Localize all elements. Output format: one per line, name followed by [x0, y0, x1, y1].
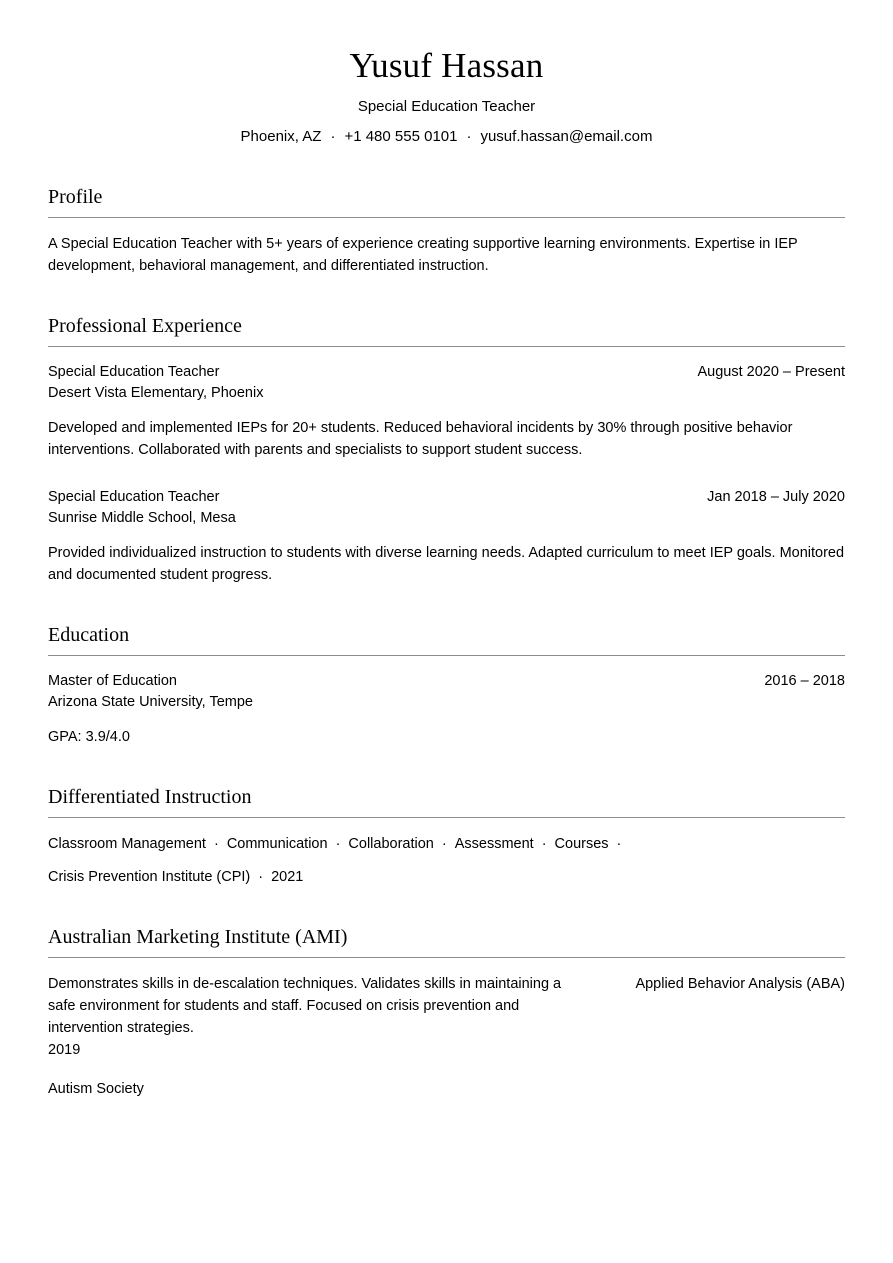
skill-item: Classroom Management	[48, 836, 206, 852]
skill-separator-icon: ·	[258, 869, 264, 885]
section-body-certification	[48, 958, 845, 1100]
experience-date-range: August 2020 – Present	[697, 364, 845, 380]
section-experience	[48, 313, 845, 586]
skill-separator-icon: ·	[335, 836, 341, 852]
skill-separator-icon: ·	[616, 836, 622, 852]
education-degree: Master of Education	[48, 673, 177, 689]
experience-organization: Sunrise Middle School, Mesa	[48, 510, 236, 526]
education-school: Arizona State University, Tempe	[48, 694, 253, 710]
profile-summary-text: A Special Education Teacher with 5+ years of experience creating supportive learning environments. Expertise in IEP development, behavioral management, and differentiated instruction.	[48, 236, 798, 274]
resume-content	[48, 0, 845, 1100]
education-entry-left	[48, 671, 253, 713]
contact-line	[48, 126, 845, 148]
certification-year: 2019	[48, 1042, 81, 1058]
skill-item: Collaboration	[348, 836, 434, 852]
skill-separator-icon: ·	[213, 836, 219, 852]
section-body-experience	[48, 347, 845, 586]
course-year: 2021	[271, 869, 304, 885]
candidate-name: Yusuf Hassan	[349, 46, 544, 85]
experience-description: Developed and implemented IEPs for 20+ students. Reduced behavioral incidents by 30% through positive behavior interventions. Collaborated with parents and specialists to support student success.	[48, 420, 793, 458]
section-title-education: Education	[48, 624, 130, 646]
section-body-education	[48, 656, 845, 748]
contact-separator-icon: ·	[466, 128, 472, 145]
experience-role: Special Education Teacher	[48, 489, 220, 505]
certification-right-label: Applied Behavior Analysis (ABA)	[635, 976, 845, 992]
section-body-skills	[48, 818, 845, 888]
skill-separator-icon: ·	[541, 836, 547, 852]
certification-description: Demonstrates skills in de-escalation techniques. Validates skills in maintaining a safe environment for students and staff. Focused on crisis prevention and intervention strategies.	[48, 976, 562, 1036]
experience-entry-left	[48, 487, 236, 529]
experience-entry-header	[48, 362, 845, 404]
section-profile	[48, 184, 845, 277]
experience-entry	[48, 487, 845, 586]
experience-description: Provided individualized instruction to students with diverse learning needs. Adapted curriculum to meet IEP goals. Monitored and documented student progress.	[48, 545, 845, 583]
certification-columns	[48, 973, 845, 1061]
section-skills	[48, 784, 845, 888]
experience-entry-header	[48, 487, 845, 529]
education-entry-header	[48, 671, 845, 713]
contact-phone: +1 480 555 0101	[344, 128, 458, 145]
experience-date-range: Jan 2018 – July 2020	[707, 489, 845, 505]
section-body-profile	[48, 218, 845, 277]
certification-footer-organization: Autism Society	[48, 1081, 144, 1097]
education-entry	[48, 671, 845, 748]
section-title-profile: Profile	[48, 186, 103, 208]
certification-left-column	[48, 973, 578, 1061]
course-name: Crisis Prevention Institute (CPI)	[48, 869, 251, 885]
education-gpa: GPA: 3.9/4.0	[48, 729, 130, 745]
contact-separator-icon: ·	[330, 128, 336, 145]
education-date-range: 2016 – 2018	[764, 673, 845, 689]
skills-row-primary	[48, 833, 845, 855]
experience-entry-left	[48, 362, 263, 404]
section-education	[48, 622, 845, 748]
resume-header	[48, 0, 845, 148]
section-title-certification: Australian Marketing Institute (AMI)	[48, 926, 348, 948]
skills-row-secondary	[48, 866, 845, 888]
skill-item: Assessment	[454, 836, 534, 852]
contact-location: Phoenix, AZ	[240, 128, 322, 145]
section-certification	[48, 924, 845, 1100]
experience-role: Special Education Teacher	[48, 364, 220, 380]
candidate-job-title: Special Education Teacher	[357, 98, 536, 115]
section-title-experience: Professional Experience	[48, 315, 242, 337]
skill-item: Communication	[226, 836, 328, 852]
skill-separator-icon: ·	[441, 836, 447, 852]
section-title-skills: Differentiated Instruction	[48, 786, 252, 808]
experience-entry	[48, 362, 845, 461]
experience-organization: Desert Vista Elementary, Phoenix	[48, 385, 264, 401]
skill-item: Courses	[554, 836, 609, 852]
contact-email: yusuf.hassan@email.com	[480, 128, 653, 145]
